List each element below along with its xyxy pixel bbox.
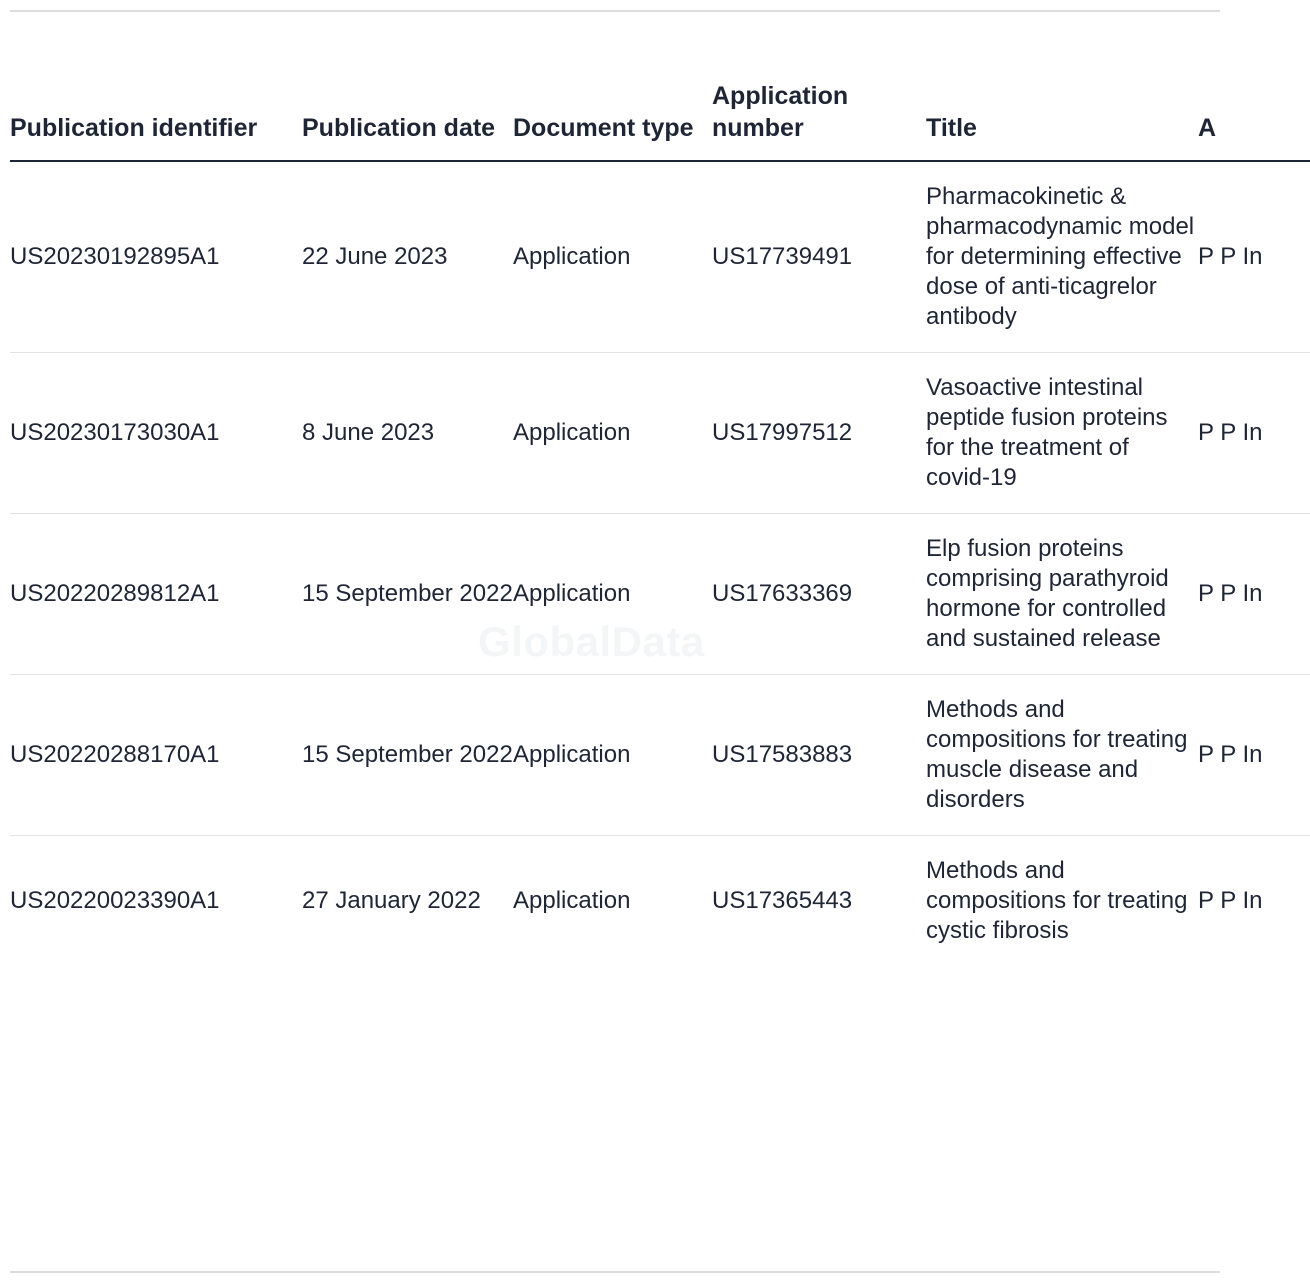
cell-publication-date: 15 September 2022 (302, 675, 513, 836)
patents-table (10, 80, 1310, 966)
globaldata-watermark: GlobalData (478, 618, 705, 665)
cell-assignee: P P In (1198, 353, 1310, 514)
header-application-number: Application number (712, 80, 926, 161)
top-divider (10, 10, 1220, 12)
cell-assignee: P P In (1198, 161, 1310, 353)
bottom-divider (10, 1271, 1220, 1273)
cell-title: Methods and compositions for treating muscle disease and disorders (926, 675, 1198, 836)
table-row (10, 675, 1310, 836)
header-document-type: Document type (513, 80, 712, 161)
table-row (10, 836, 1310, 967)
cell-application-number: US17633369 (712, 514, 926, 675)
cell-assignee: P P In (1198, 514, 1310, 675)
cell-document-type: Application (513, 887, 631, 914)
cell-publication-identifier: US20230173030A1 (10, 353, 302, 514)
table-row (10, 161, 1310, 353)
cell-assignee: P P In (1198, 675, 1310, 836)
cell-document-type: Application (513, 161, 712, 353)
header-title: Title (926, 80, 1198, 161)
cell-application-number: US17583883 (712, 675, 926, 836)
cell-publication-date: 27 January 2022 (302, 887, 481, 914)
cell-document-type: Application (513, 514, 712, 675)
cell-document-type: Application (513, 675, 712, 836)
cell-publication-identifier: US20220288170A1 (10, 675, 302, 836)
cell-document-type: Application (513, 353, 712, 514)
header-publication-date: Publication date (302, 80, 513, 161)
table-row (10, 514, 1310, 675)
table-header-row (10, 80, 1310, 161)
header-assignee: A (1198, 80, 1310, 161)
table-row (10, 353, 1310, 514)
cell-publication-date: 15 September 2022 (302, 514, 513, 675)
cell-application-number: US17997512 (712, 353, 926, 514)
cell-title: Pharmacokinetic & pharmacodynamic model for determining effective dose of anti-ticagrelor antibody (926, 161, 1198, 353)
cell-publication-identifier: US20220289812A1 (10, 514, 302, 675)
cell-title: Vasoactive intestinal peptide fusion proteins for the treatment of covid-19 (926, 353, 1198, 514)
cell-application-number: US17365443 (712, 887, 853, 914)
cell-title: Methods and compositions for treating cystic fibrosis (926, 857, 1188, 944)
cell-publication-date: 8 June 2023 (302, 353, 513, 514)
cell-publication-identifier: US20220023390A1 (10, 887, 220, 914)
header-publication-identifier: Publication identifier (10, 80, 302, 161)
cell-publication-date: 22 June 2023 (302, 161, 513, 353)
cell-publication-identifier: US20230192895A1 (10, 161, 302, 353)
cell-assignee: P P In (1198, 887, 1263, 914)
cell-title: Elp fusion proteins comprising parathyroid hormone for controlled and sustained release (926, 514, 1198, 675)
cell-application-number: US17739491 (712, 161, 926, 353)
